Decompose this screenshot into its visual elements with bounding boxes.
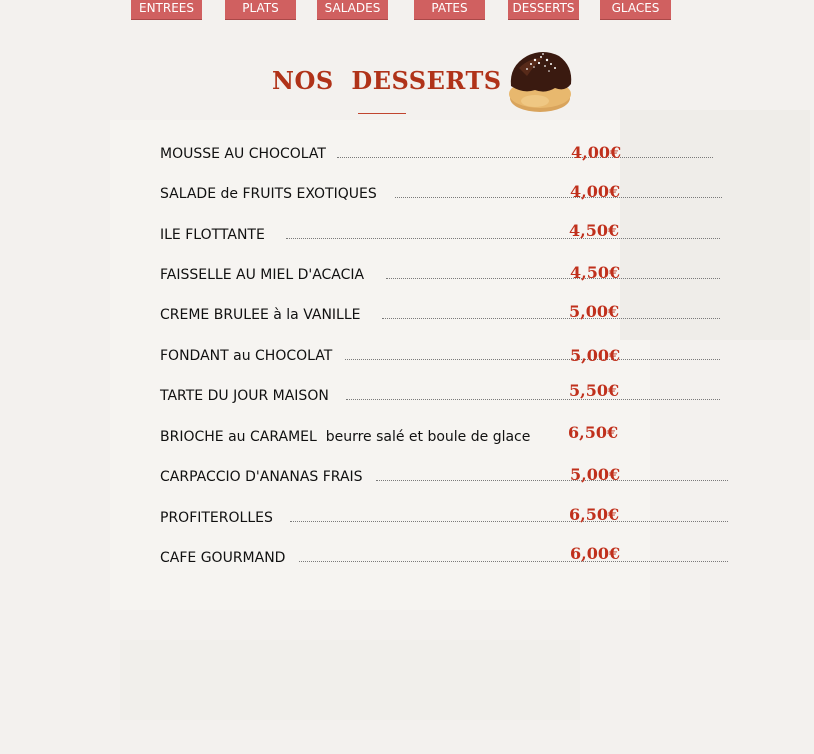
profiterole-image <box>505 46 575 114</box>
menu-item-price: 4,00€ <box>570 182 621 201</box>
menu-item-price: 6,50€ <box>569 505 620 524</box>
nav-tab-plats[interactable]: PLATS <box>225 0 296 20</box>
menu-item-name: FONDANT au CHOCOLAT <box>160 348 333 364</box>
menu-item-name: SALADE de FRUITS EXOTIQUES <box>160 186 377 202</box>
background-panel-bottom <box>120 640 580 720</box>
top-navigation <box>0 0 814 20</box>
menu-item-name: MOUSSE AU CHOCOLAT <box>160 146 326 162</box>
dotted-leader <box>386 278 720 279</box>
menu-item-name: TARTE DU JOUR MAISON <box>160 388 329 404</box>
background-panel-right <box>620 110 810 340</box>
nav-tab-glaces[interactable]: GLACES <box>600 0 671 20</box>
menu-item-name: CAFE GOURMAND <box>160 550 286 566</box>
dotted-leader <box>337 157 713 158</box>
dotted-leader <box>395 197 722 198</box>
dotted-leader <box>376 480 728 481</box>
menu-item-name: ILE FLOTTANTE <box>160 227 265 243</box>
page-title: NOS DESSERTS <box>272 66 502 95</box>
dotted-leader <box>345 359 720 360</box>
dotted-leader <box>286 238 720 239</box>
dotted-leader <box>346 399 720 400</box>
menu-item-price: 6,00€ <box>570 544 621 563</box>
nav-tab-entrees[interactable]: ENTREES <box>131 0 202 20</box>
dotted-leader <box>299 561 728 562</box>
menu-item-name: CARPACCIO D'ANANAS FRAIS <box>160 469 363 485</box>
menu-item-price: 5,00€ <box>569 302 620 321</box>
menu-item-price: 5,00€ <box>570 465 621 484</box>
menu-item-price: 4,50€ <box>569 221 620 240</box>
nav-tab-salades[interactable]: SALADES <box>317 0 388 20</box>
dotted-leader <box>382 318 720 319</box>
menu-item-name: BRIOCHE au CARAMEL beurre salé et boule de glace <box>160 429 531 445</box>
menu-item-price: 6,50€ <box>568 423 619 442</box>
menu-item-price: 5,00€ <box>570 346 621 365</box>
dotted-leader <box>290 521 728 522</box>
title-underline <box>358 113 406 114</box>
menu-item-name: PROFITEROLLES <box>160 510 273 526</box>
menu-item-name: FAISSELLE AU MIEL D'ACACIA <box>160 267 365 283</box>
menu-item-price: 5,50€ <box>569 381 620 400</box>
menu-item-price: 4,00€ <box>571 143 622 162</box>
menu-item-name: CREME BRULEE à la VANILLE <box>160 307 361 323</box>
nav-tab-pates[interactable]: PATES <box>414 0 485 20</box>
menu-item-price: 4,50€ <box>570 263 621 282</box>
nav-tab-desserts[interactable]: DESSERTS <box>508 0 579 20</box>
